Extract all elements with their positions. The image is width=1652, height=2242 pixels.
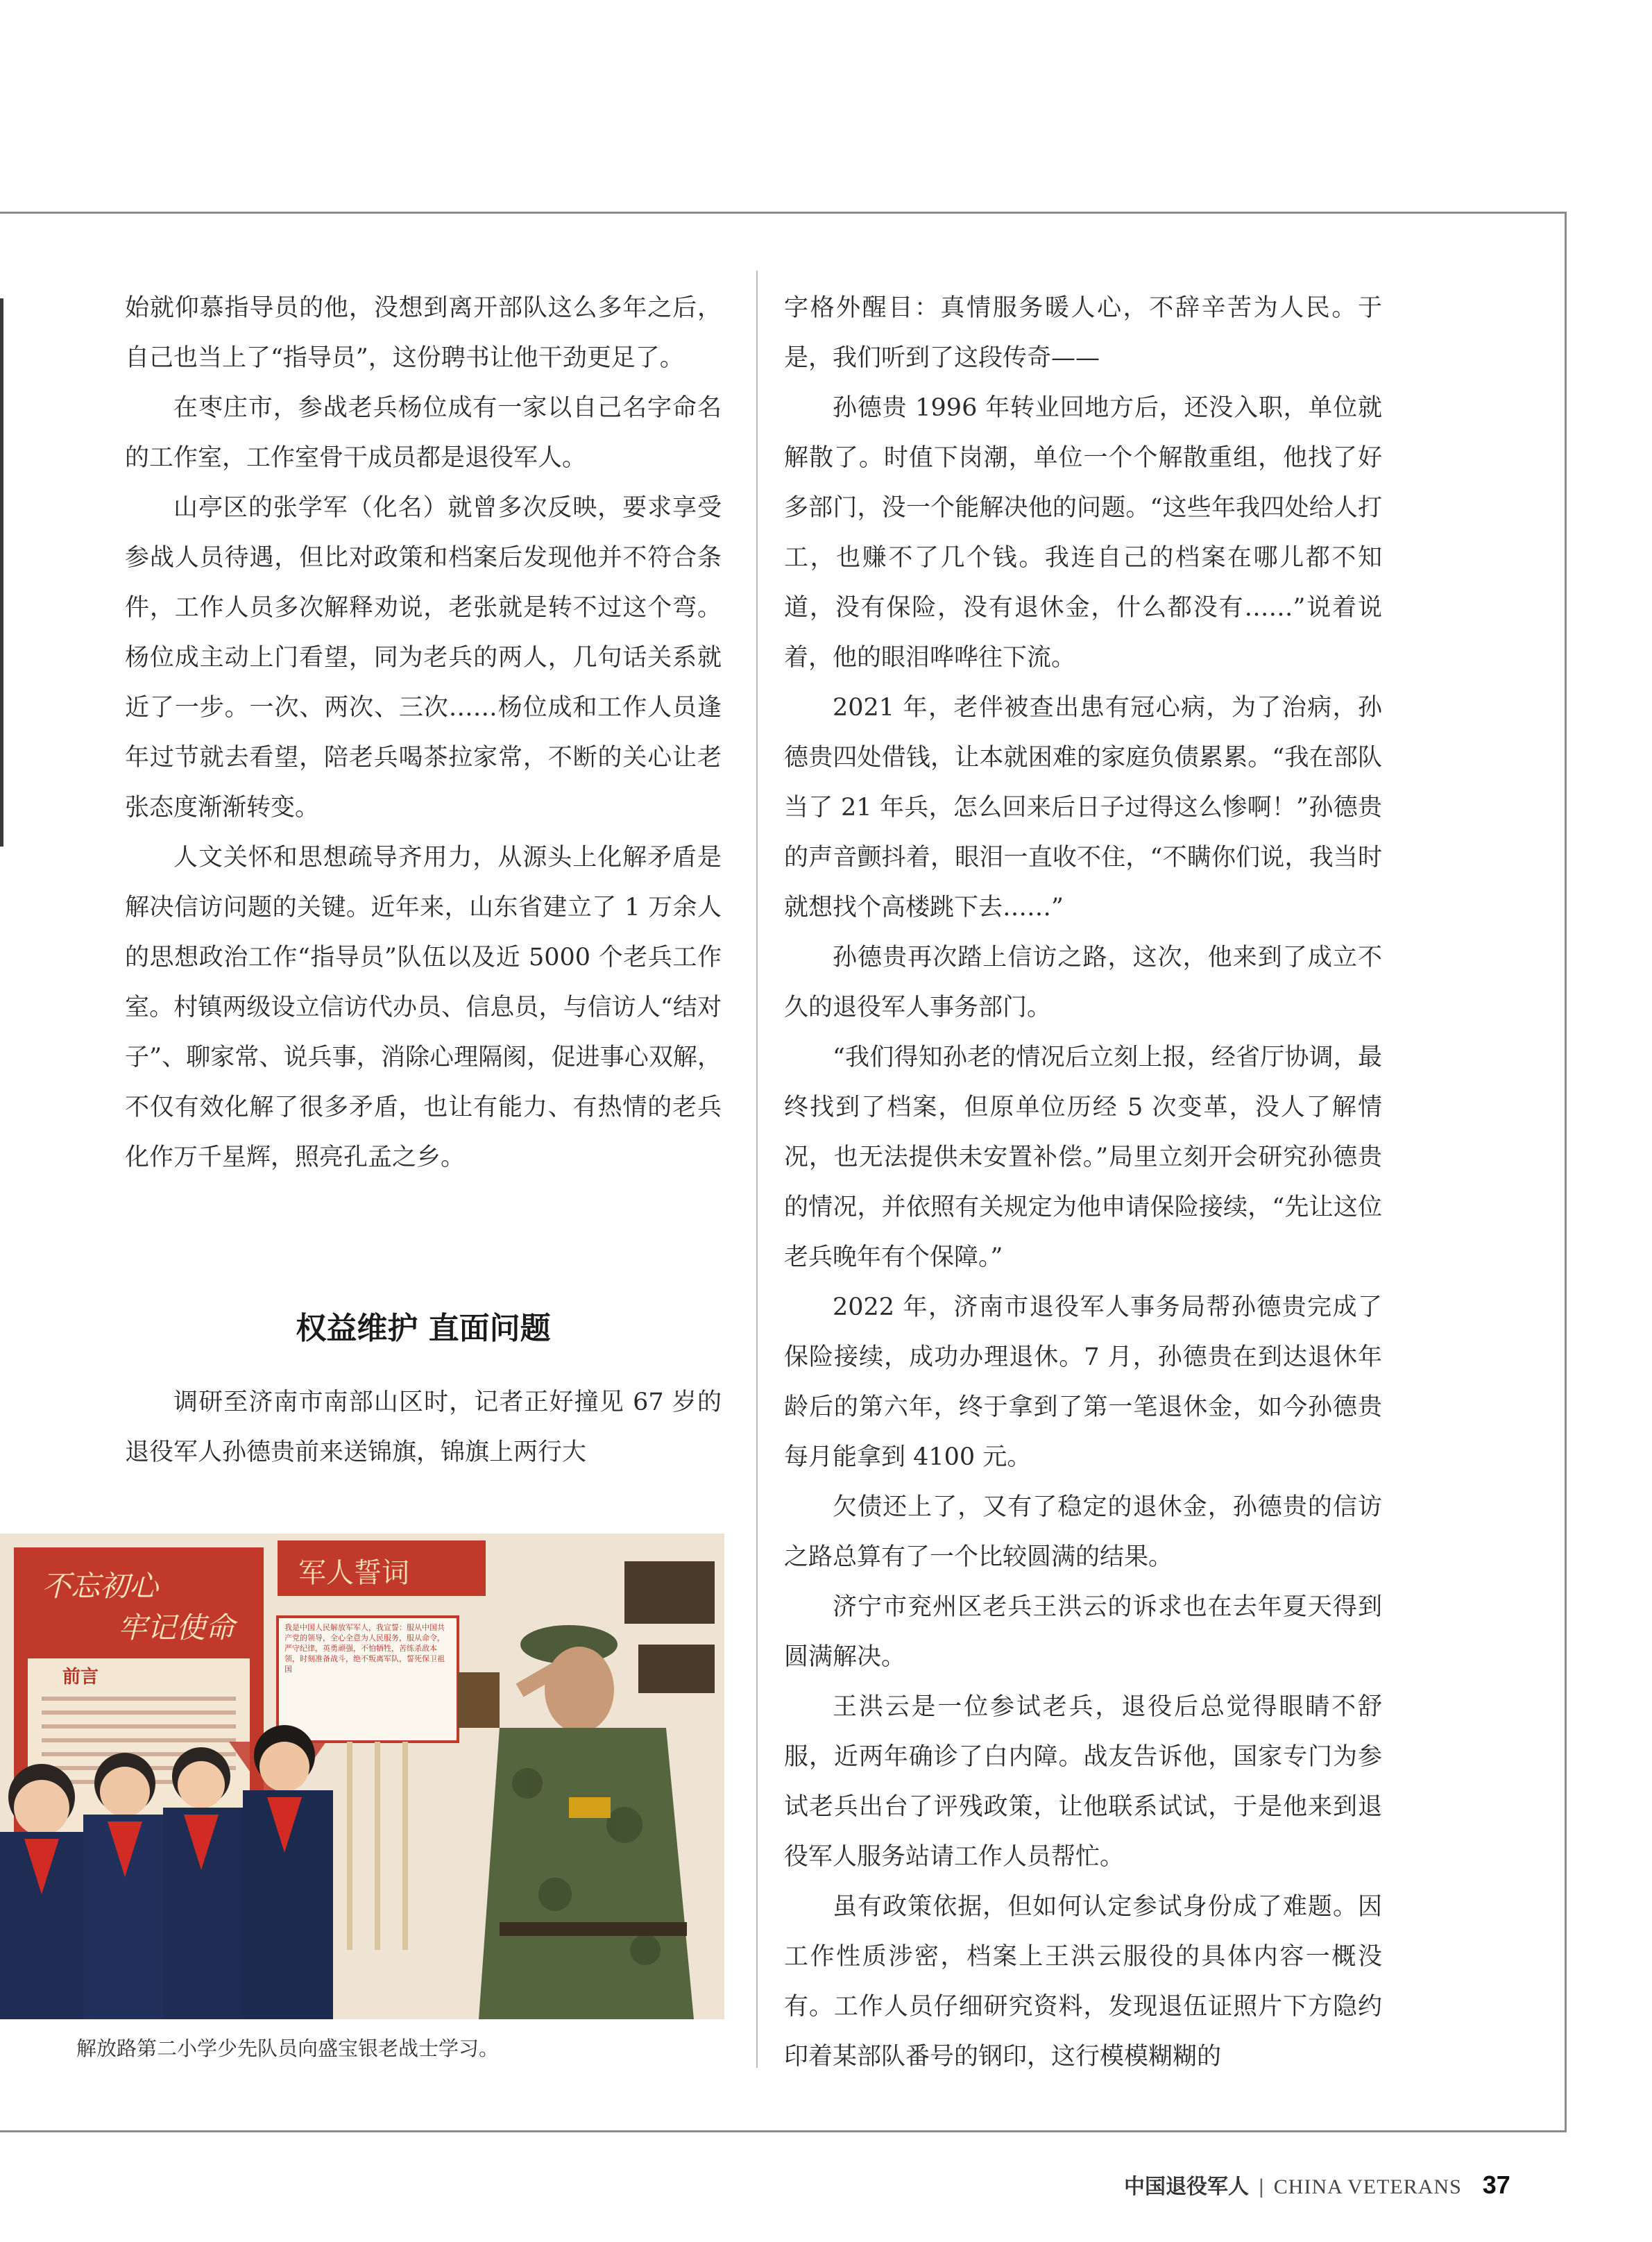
wall-heading: 前言 (62, 1667, 99, 1688)
photo-illustration (0, 1534, 724, 2019)
footer-separator: | (1259, 2175, 1264, 2198)
paragraph: 人文关怀和思想疏导齐用力，从源头上化解矛盾是解决信访问题的关键。近年来，山东省建立了 1 万余人的思想政治工作“指导员”队伍以及近 5000 个老兵工作室。村镇两级设立信访代办员、信息员，与信访人“结对子”、聊家常、说兵事，消除心理隔阂，促进事心双解，不仅有效化解了很多矛盾，也让有能力、有热情的老兵化作万千星辉，照亮孔孟之乡。 (125, 844, 722, 1171)
paragraph: 始就仰慕指导员的他，没想到离开部队这么多年之后，自己也当上了“指导员”，这份聘书让他干劲更足了。 (125, 294, 722, 372)
magazine-name-cn: 中国退役军人 (1124, 2175, 1249, 2198)
paragraph: 孙德贵再次踏上信访之路，这次，他来到了成立不久的退役军人事务部门。 (784, 944, 1382, 1021)
paragraph: 2021 年，老伴被查出患有冠心病，为了治病，孙德贵四处借钱，让本就困难的家庭负债累累。“我在部队当了 21 年兵，怎么回来后日子过得这么惨啊！”孙德贵的声音颤抖着，眼泪一直收不住，“不瞒你们说，我当时就想找个高楼跳下去……” (784, 694, 1382, 922)
oath-title: 军人誓词 (298, 1557, 409, 1589)
paragraph: 孙德贵 1996 年转业回地方后，还没入职，单位就解散了。时值下岗潮，单位一个个解散重组，他找了好多部门，没一个能解决他的问题。“这些年我四处给人打工，也赚不了几个钱。我连自己的档案在哪儿都不知道，没有保险，没有退休金，什么都没有……”说着说着，他的眼泪哗哗往下流。 (784, 394, 1382, 672)
wall-slogan-2: 牢记使命 (118, 1611, 235, 1645)
column-divider (756, 271, 758, 2068)
left-column (125, 283, 722, 1182)
left-column-tail (125, 1377, 722, 1477)
paragraph: 在枣庄市，参战老兵杨位成有一家以自己名字命名的工作室，工作室骨干成员都是退役军人。 (125, 394, 722, 472)
page-footer (1124, 2168, 1554, 2202)
magazine-name-en: CHINA VETERANS (1273, 2175, 1462, 2198)
page-number: 37 (1482, 2171, 1510, 2199)
article-photo (0, 1534, 724, 2019)
paragraph: “我们得知孙老的情况后立刻上报，经省厅协调，最终找到了档案，但原单位历经 5 次变革，没人了解情况，也无法提供未安置补偿。”局里立刻开会研究孙德贵的情况，并依照有关规定为他申请保险接续，“先让这位老兵晚年有个保障。” (784, 1044, 1382, 1271)
paragraph: 济宁市兖州区老兵王洪云的诉求也在去年夏天得到圆满解决。 (784, 1593, 1382, 1671)
paragraph: 王洪云是一位参试老兵，退役后总觉得眼睛不舒服，近两年确诊了白内障。战友告诉他，国家专门为参试老兵出台了评残政策，让他联系试试，于是他来到退役军人服务站请工作人员帮忙。 (784, 1693, 1382, 1871)
left-edge-bar (0, 298, 3, 847)
oath-text: 我是中国人民解放军军人，我宣誓：服从中国共产党的领导，全心全意为人民服务，服从命令，严守纪律，英勇顽强，不怕牺牲，苦练杀敌本领，时刻准备战斗，绝不叛离军队，誓死保卫祖国 (284, 1623, 445, 1674)
paragraph: 调研至济南市南部山区时，记者正好撞见 67 岁的退役军人孙德贵前来送锦旗，锦旗上两行大 (125, 1388, 722, 1466)
paragraph: 2022 年，济南市退役军人事务局帮孙德贵完成了保险接续，成功办理退休。7 月，孙德贵在到达退休年龄后的第六年，终于拿到了第一笔退休金，如今孙德贵每月能拿到 4100 元。 (784, 1293, 1382, 1471)
wall-slogan-1: 不忘初心 (42, 1569, 159, 1603)
right-column (784, 283, 1382, 2082)
photo-caption: 解放路第二小学少先队员向盛宝银老战士学习。 (76, 2037, 500, 2060)
paragraph: 字格外醒目：真情服务暖人心，不辞辛苦为人民。于是，我们听到了这段传奇—— (784, 294, 1382, 372)
paragraph: 山亭区的张学军（化名）就曾多次反映，要求享受参战人员待遇，但比对政策和档案后发现他并不符合条件，工作人员多次解释劝说，老张就是转不过这个弯。杨位成主动上门看望，同为老兵的两人，几句话关系就近了一步。一次、两次、三次……杨位成和工作人员逢年过节就去看望，陪老兵喝茶拉家常，不断的关心让老张态度渐渐转变。 (125, 494, 722, 822)
paragraph: 欠债还上了，又有了稳定的退休金，孙德贵的信访之路总算有了一个比较圆满的结果。 (784, 1493, 1382, 1571)
section-heading: 权益维护 直面问题 (296, 1311, 551, 1346)
paragraph: 虽有政策依据，但如何认定参试身份成了难题。因工作性质涉密，档案上王洪云服役的具体内容一概没有。工作人员仔细研究资料，发现退伍证照片下方隐约印着某部队番号的钢印，这行模模糊糊的 (784, 1893, 1382, 2071)
